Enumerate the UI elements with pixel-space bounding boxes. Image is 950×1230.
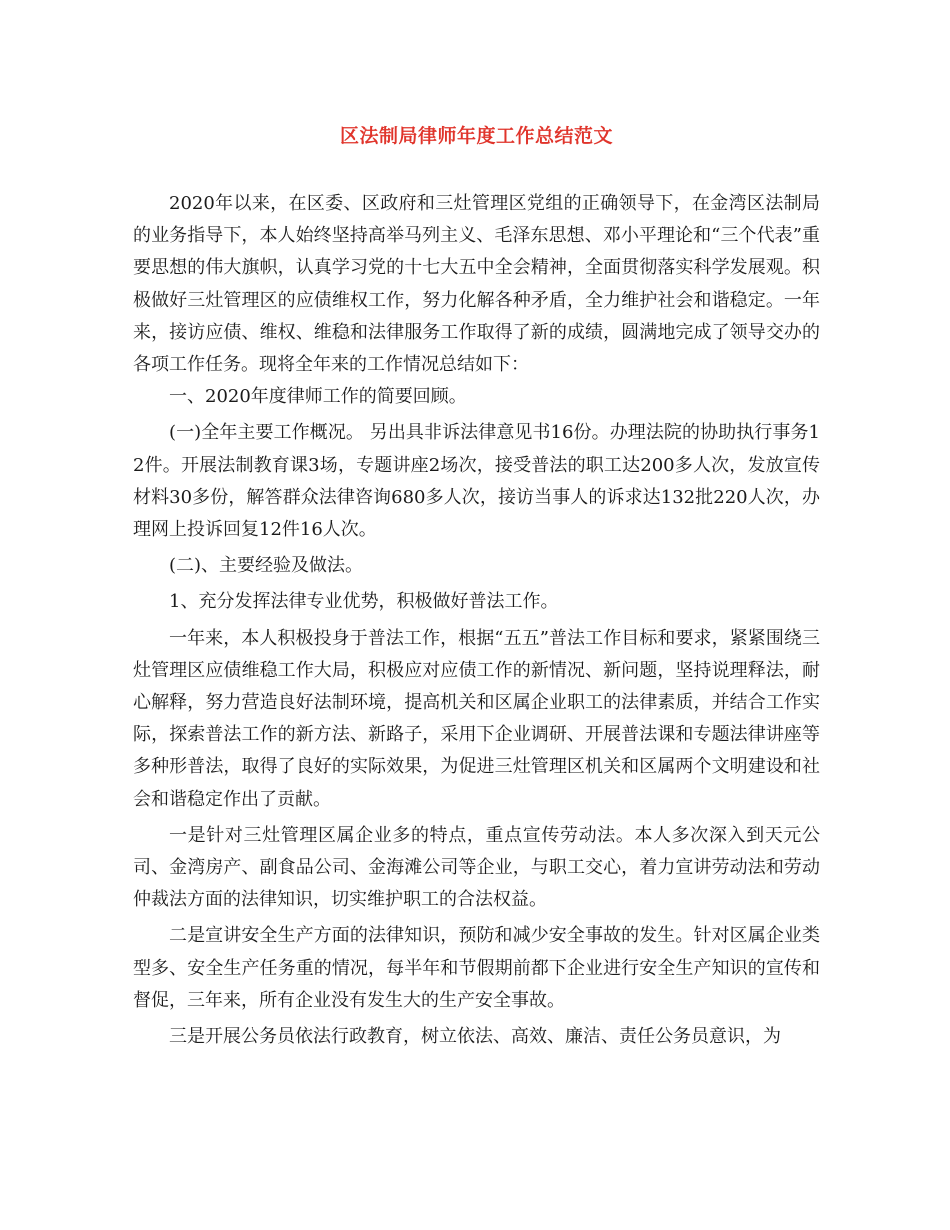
- paragraph-labor-law: 一是针对三灶管理区属企业多的特点，重点宣传劳动法。本人多次深入到天元公司、金湾房产、副食品公司、金海滩公司等企业，与职工交心，着力宣讲劳动法和劳动仲裁法方面的法律知识，切实维护职工的合法权益。: [133, 824, 820, 911]
- paragraph-overview: (一)全年主要工作概况。 另出具非诉法律意见书16份。办理法院的协助执行事务12件。开展法制教育课3场，专题讲座2场次，接受普法的职工达200多人次，发放宣传材料30多份，解答群众法律咨询680多人次，接访当事人的诉求达132批220人次，办理网上投诉回复12件16人次。: [133, 422, 820, 541]
- paragraph-civil-servant: 三是开展公务员依法行政教育，树立依法、高效、廉洁、责任公务员意识，为: [169, 1026, 781, 1048]
- document-body: [133, 188, 820, 1053]
- paragraph-safety: 二是宣讲安全生产方面的法律知识，预防和减少安全事故的发生。针对区属企业类型多、安全生产任务重的情况，每半年和节假期前都下企业进行安全生产知识的宣传和督促，三年来，所有企业没有发生大的生产安全事故。: [133, 925, 820, 1011]
- paragraph-legal-education: 一年来，本人积极投身于普法工作，根据“五五”普法工作目标和要求，紧紧围绕三灶管理区应债维稳工作大局，积极应对应债工作的新情况、新问题，坚持说理释法，耐心解释，努力营造良好法制环境，提高机关和区属企业职工的法律素质，并结合工作实际，探索普法工作的新方法、新路子，采用下企业调研、开展普法课和专题法律讲座等多种形普法，取得了良好的实际效果，为促进三灶管理区机关和区属两个文明建设和社会和谐稳定作出了贡献。: [133, 627, 820, 810]
- section-heading-experience: (二)、主要经验及做法。: [169, 555, 364, 577]
- paragraph-intro: 2020年以来，在区委、区政府和三灶管理区党组的正确领导下，在金湾区法制局的业务指导下，本人始终坚持高举马列主义、毛泽东思想、邓小平理论和“三个代表”重要思想的伟大旗帜，认真学习党的十七大五中全会精神，全面贯彻落实科学发展观。积极做好三灶管理区的应债维权工作，努力化解各种矛盾，全力维护社会和谐稳定。一年来，接访应债、维权、维稳和法律服务工作取得了新的成绩，圆满地完成了领导交办的各项工作任务。现将全年来的工作情况总结如下：: [133, 193, 820, 376]
- subheading-legal-advantage: 1、充分发挥法律专业优势，积极做好普法工作。: [169, 591, 559, 613]
- section-heading-review: 一、2020年度律师工作的简要回顾。: [169, 386, 467, 408]
- document-title: 区法制局律师年度工作总结范文: [339, 125, 613, 147]
